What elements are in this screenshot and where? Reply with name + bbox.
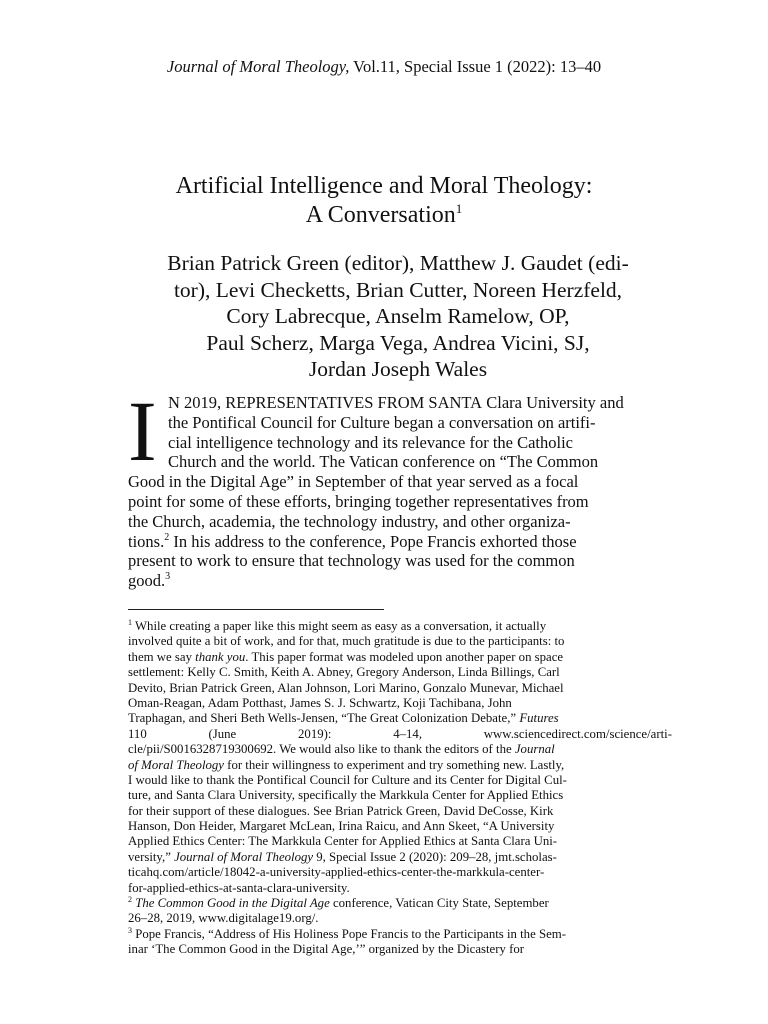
footnote-ref-1[interactable]: 1 bbox=[455, 201, 463, 216]
author-line: Jordan Joseph Wales bbox=[308, 357, 488, 381]
text-line: point for some of these efforts, bringing together representatives from bbox=[128, 491, 589, 511]
author-line: Brian Patrick Green (editor), Matthew J. Gaudet (edi- bbox=[167, 251, 629, 275]
article-title bbox=[100, 172, 668, 230]
opening-small-caps: N 2019, REPRESENTATIVES FROM SANTA bbox=[168, 393, 483, 412]
footnote-line: Hanson, Don Heider, Margaret McLean, Irina Raicu, and Ann Skeet, “A University bbox=[128, 819, 555, 834]
author-line: tor), Levi Checketts, Brian Cutter, Noreen Herzfeld, bbox=[173, 277, 623, 302]
text-line: the Pontifical Council for Culture began a conversation on artifi- bbox=[168, 412, 596, 432]
issue-citation: Vol.11, Special Issue 1 (2022): 13–40 bbox=[349, 57, 602, 76]
footnote-divider bbox=[128, 609, 384, 610]
text-line: cial intelligence technology and its relevance for the Catholic bbox=[168, 432, 574, 452]
footnote-ref-3[interactable]: 3 bbox=[165, 571, 171, 583]
text-line: Good in the Digital Age” in September of that year served as a focal bbox=[128, 472, 579, 492]
drop-cap: I bbox=[128, 383, 157, 479]
footnote-line: versity,” Journal of Moral Theology 9, Special Issue 2 (2020): 209–28, jmt.scholas- bbox=[128, 849, 557, 864]
footnote-line: Devito, Brian Patrick Green, Alan Johnson, Lori Marino, Gonzalo Munevar, Michael bbox=[128, 680, 564, 695]
footnote-1: $^1$ While creating a paper like this might seem as easy as a conversation, it actually bbox=[128, 618, 547, 633]
footnote-line: 26–28, 2019, www.digitalage19.org/. bbox=[128, 911, 319, 926]
author-list bbox=[118, 250, 678, 383]
text-line: N 2019, REPRESENTATIVES FROM SANTA Clara University and bbox=[168, 393, 624, 412]
text-line: the Church, academia, the technology industry, and other organiza- bbox=[128, 511, 571, 531]
text-line: good.$^3$ bbox=[128, 571, 171, 591]
footnote-line: them we say thank you. This paper format was modeled upon another paper on space bbox=[128, 649, 564, 664]
footnote-line: 110 (June 2019): 4–14, www.sciencedirect.com/science/arti- bbox=[128, 726, 672, 741]
footnote-ref-2[interactable]: 2 bbox=[164, 531, 170, 543]
title-line-2: A Conversation$^1$ bbox=[305, 201, 463, 228]
journal-name: Journal of Moral Theology, bbox=[166, 57, 350, 76]
footnote-line: for their support of these dialogues. See Brian Patrick Green, David DeCosse, Kirk bbox=[128, 803, 554, 818]
footnote-line: Traphagan, and Sheri Beth Wells-Jensen, “The Great Colonization Debate,” Futures bbox=[128, 711, 559, 726]
footnote-line: of Moral Theology for their willingness to experiment and try something new. Lastly, bbox=[128, 757, 565, 772]
author-line: Cory Labrecque, Anselm Ramelow, OP, bbox=[226, 304, 570, 328]
title-line-1: Artificial Intelligence and Moral Theology: bbox=[175, 173, 593, 199]
footnote-line: inar ‘The Common Good in the Digital Age,’” organized by the Dicastery for bbox=[128, 942, 525, 957]
footnote-line: Applied Ethics Center: The Markkula Center for Applied Ethics at Santa Clara Uni- bbox=[128, 834, 558, 849]
footnote-line: Oman-Reagan, Adam Potthast, James S. J. Schwartz, Koji Tachibana, John bbox=[128, 695, 512, 710]
footnote-2: $^2$ The Common Good in the Digital Age conference, Vatican City State, September bbox=[128, 895, 549, 911]
footnote-line: settlement: Kelly C. Smith, Keith A. Abney, Gregory Anderson, Linda Billings, Carl bbox=[128, 665, 560, 680]
footnote-line: ture, and Santa Clara University, specifically the Markkula Center for Applied Ethics bbox=[128, 788, 564, 803]
text-line: Church and the world. The Vatican conference on “The Common bbox=[168, 452, 599, 472]
footnote-line: I would like to thank the Pontifical Council for Culture and its Center for Digital Cul- bbox=[128, 772, 567, 787]
author-line: Paul Scherz, Marga Vega, Andrea Vicini, SJ, bbox=[206, 330, 590, 355]
footnote-line: for-applied-ethics-at-santa-clara-university. bbox=[128, 880, 350, 895]
text-line: tions.$^2$ In his address to the conference, Pope Francis exhorted those bbox=[128, 531, 577, 551]
body-text bbox=[128, 383, 672, 591]
footnotes bbox=[128, 619, 672, 958]
footnote-line: cle/pii/S0016328719300692. We would also like to thank the editors of the Journal bbox=[128, 742, 555, 757]
footnote-3: $^3$ Pope Francis, “Address of His Holiness Pope Francis to the Participants in the Sem- bbox=[128, 925, 566, 941]
text-line: present to work to ensure that technology was used for the common bbox=[128, 551, 575, 571]
running-header bbox=[0, 57, 768, 77]
url-link[interactable]: www.sciencedirect.com/science/arti- bbox=[483, 726, 672, 741]
footnote-line: involved quite a bit of work, and for that, much gratitude is due to the participants: to bbox=[128, 634, 565, 649]
footnote-line: ticahq.com/article/18042-a-university-applied-ethics-center-the-markkula-center- bbox=[128, 865, 545, 880]
